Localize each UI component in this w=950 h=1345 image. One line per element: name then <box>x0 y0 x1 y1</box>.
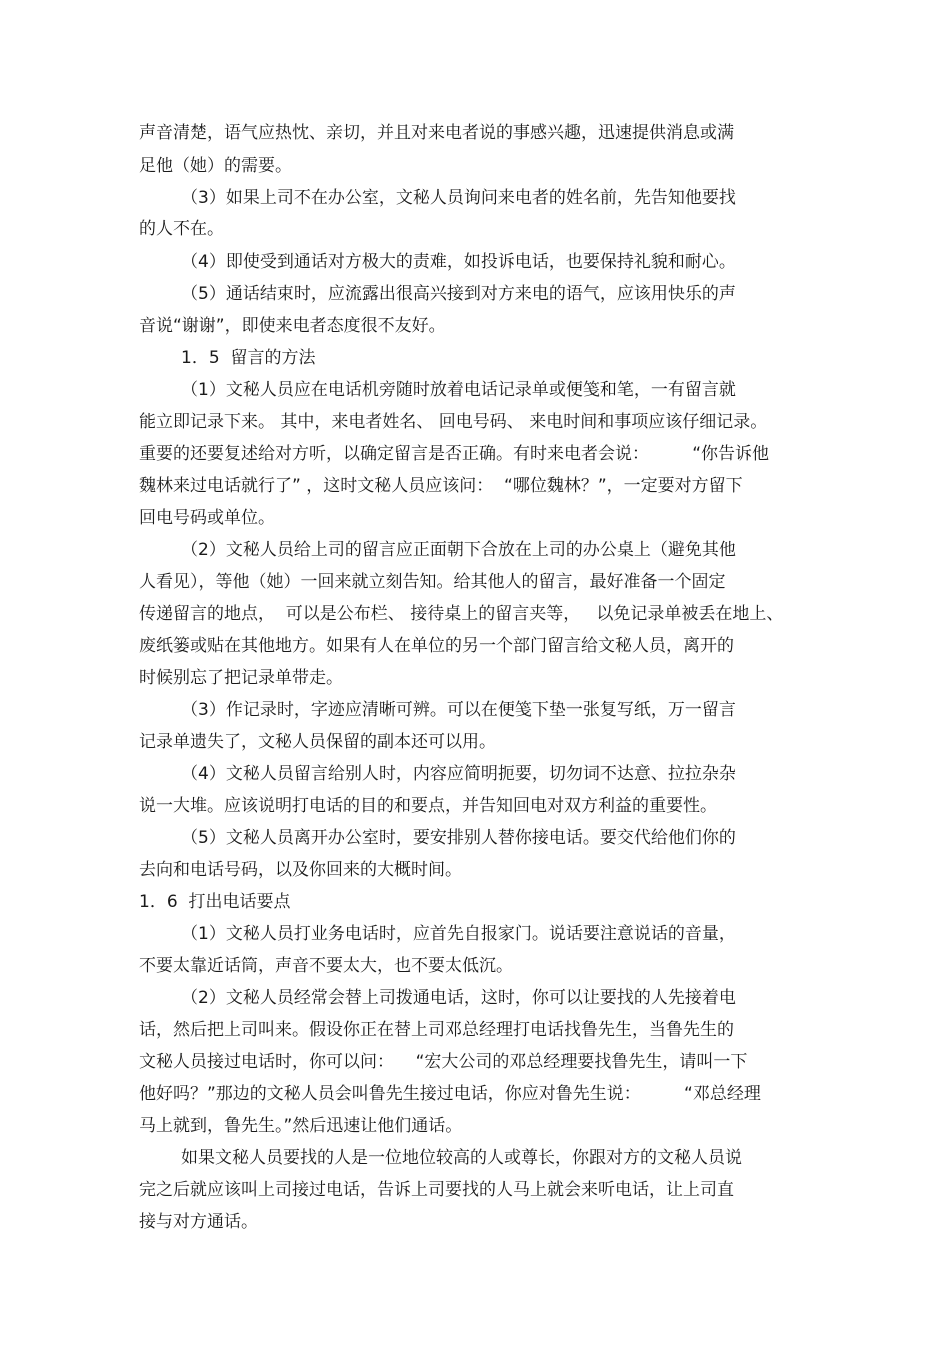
text-line: 足他（她）的需要。 <box>139 156 292 176</box>
text-line: 不要太靠近话筒，声音不要太大，也不要太低沉。 <box>139 956 513 976</box>
text-line: （1）文秘人员打业务电话时，应首先自报家门。说话要注意说话的音量， <box>181 924 736 944</box>
text-line: 魏林来过电话就行了” ，这时文秘人员应该问： “哪位魏林？”，一定要对方留下 <box>139 476 743 496</box>
text-line: （5）通话结束时，应流露出很高兴接到对方来电的语气，应该用快乐的声 <box>181 284 736 304</box>
text-line: 传递留言的地点， 可以是公布栏、 接待桌上的留言夹等， 以免记录单被丢在地上、 <box>139 604 784 624</box>
text-line: 重要的还要复述给对方听，以确定留言是否正确。有时来电者会说： “你告诉他 <box>139 444 770 464</box>
text-line: 文秘人员接过电话时，你可以问： “宏大公司的邓总经理要找鲁先生，请叫一下 <box>139 1052 748 1072</box>
text-line: 回电号码或单位。 <box>139 508 275 528</box>
text-line: 人看见），等他（她）一回来就立刻告知。给其他人的留言，最好准备一个固定 <box>139 572 726 592</box>
text-line: （3）作记录时，字迹应清晰可辨。可以在便笺下垫一张复写纸，万一留言 <box>181 700 736 720</box>
text-line: 说一大堆。应该说明打电话的目的和要点，并告知回电对双方利益的重要性。 <box>139 796 717 816</box>
text-line: 的人不在。 <box>139 219 224 239</box>
text-line: （1）文秘人员应在电话机旁随时放着电话记录单或便笺和笔，一有留言就 <box>181 380 736 400</box>
text-line: 接与对方通话。 <box>139 1212 258 1232</box>
text-line: 废纸篓或贴在其他地方。如果有人在单位的另一个部门留言给文秘人员，离开的 <box>139 636 734 656</box>
text-line: 去向和电话号码，以及你回来的大概时间。 <box>139 860 462 880</box>
text-line: 声音清楚，语气应热忱、亲切，并且对来电者说的事感兴趣，迅速提供消息或满 <box>139 123 734 143</box>
text-line: 时候别忘了把记录单带走。 <box>139 668 343 688</box>
text-line: 能立即记录下来。 其中，来电者姓名、 回电号码、 来电时间和事项应该仔细记录。 <box>139 412 768 432</box>
text-line: （5）文秘人员离开办公室时，要安排别人替你接电话。要交代给他们你的 <box>181 828 736 848</box>
text-line: （4）文秘人员留言给别人时，内容应简明扼要，切勿词不达意、拉拉杂杂 <box>181 764 736 784</box>
text-line: 音说“谢谢”，即使来电者态度很不友好。 <box>139 316 446 336</box>
text-line: （3）如果上司不在办公室，文秘人员询问来电者的姓名前，先告知他要找 <box>181 188 736 208</box>
text-line: 记录单遗失了，文秘人员保留的副本还可以用。 <box>139 732 496 752</box>
text-line: 他好吗？”那边的文秘人员会叫鲁先生接过电话，你应对鲁先生说： “邓总经理 <box>139 1084 761 1104</box>
text-line: （2）文秘人员给上司的留言应正面朝下合放在上司的办公桌上（避免其他 <box>181 540 736 560</box>
text-line: （2）文秘人员经常会替上司拨通电话，这时，你可以让要找的人先接着电 <box>181 988 736 1008</box>
text-line: 话，然后把上司叫来。假设你正在替上司邓总经理打电话找鲁先生，当鲁先生的 <box>139 1020 734 1040</box>
text-line: （4）即使受到通话对方极大的责难，如投诉电话，也要保持礼貌和耐心。 <box>181 252 736 272</box>
section-heading: 1．5 留言的方法 <box>181 348 316 368</box>
text-line: 如果文秘人员要找的人是一位地位较高的人或尊长，你跟对方的文秘人员说 <box>181 1148 742 1168</box>
section-heading: 1．6 打出电话要点 <box>139 892 291 912</box>
text-line: 马上就到，鲁先生。”然后迅速让他们通话。 <box>139 1116 463 1136</box>
text-line: 完之后就应该叫上司接过电话，告诉上司要找的人马上就会来听电话，让上司直 <box>139 1180 734 1200</box>
